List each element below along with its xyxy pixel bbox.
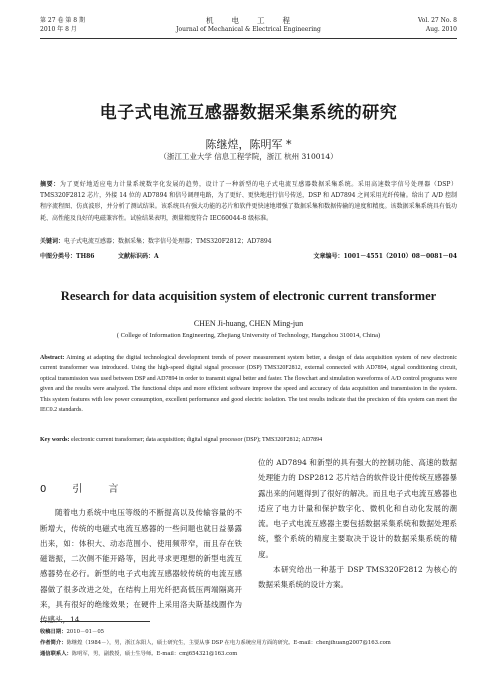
intro-paragraph-2: 本研究给出一种基于 DSP TMS320F2812 为核心的数据采集系统的设计方案。 xyxy=(258,565,457,590)
footnote-divider xyxy=(40,621,150,622)
footnote-contact xyxy=(40,649,457,660)
abstract-en xyxy=(40,353,457,415)
abstract-cn-text: 为了更好地适应电力计量系统数字化发展的趋势，设计了一种新型的电子式电流互感器数据采集系统。采用高速数字信号处理器（DSP）TMS320F2812 芯片，外接 14 位的 AD7894 和信号调理电路，为了更好、更快地进行信号传送，DSP 和 AD7894 之间采用光纤传输。给出了 A/D 控制程序流程图、仿真波形，并分析了测试结果。该系统具有强大功能的芯片和软件更快速地增强了数据采集和数据传输的速度和精度。该数据采集系统具有低功耗、高性能及良好的电磁兼容性。试验结果表明，测量精度符合 IEC60044-8 级标准。 xyxy=(40,181,457,222)
received-date: 2010－01－05 xyxy=(66,629,105,635)
document-code: 文献标识码：A xyxy=(118,253,159,260)
header-divider xyxy=(40,38,457,39)
section-heading-intro: 0 引 言 xyxy=(40,484,127,495)
body-column-left xyxy=(40,478,242,628)
article-number: 文章编号：1001－4551（2010）08－0081－04 xyxy=(313,253,457,260)
journal-name-cn: 机 电 工 程 xyxy=(206,16,291,25)
affiliation-en: ( College of Information Engineering, Zhejiang University of Technology, Hangzhou 310014, China) xyxy=(116,332,381,339)
keywords-en-label: Key words: xyxy=(40,437,70,443)
footnotes xyxy=(40,627,457,660)
keywords-cn-label: 关键词： xyxy=(40,238,65,245)
body-column-right xyxy=(258,455,457,593)
volume-issue-en: Vol. 27 No. 8 xyxy=(417,17,457,24)
intro-paragraph-1: 随着电力系统中电压等级的不断提高以及传输容量的不断增大，传统的电磁式电流互感器的一些问题也就日益暴露出来，如：体积大、动态范围小、使用频带窄，而且存在铁磁谐振，二次侧不能开路等，因此寻求更理想的新型电流互感器势在必行。新型的电子式电流互感器较传统的电流互感器做了很多改进之处，在结构上用光纤把高低压两端隔离开来，具有很好的绝缘效果；在硬件上采用洛夫斯基线圈作为传感头，14 xyxy=(40,508,242,625)
journal-name-en: Journal of Mechanical & Electrical Engineering xyxy=(176,26,321,33)
abstract-cn-label: 摘要： xyxy=(40,181,60,188)
abstract-en-text: Aiming at adapting the digital technological development trends of power measurement system better, a design of data acquisition system of new electronic current transformer was introduced. Using the high-speed digital signal processor (DSP) TMS320F2812, external connected with AD7894, signal conditioning circuit, optical transmission was used between DSP and AD7894 in order to transmit signal better and faster. The flowchart and simulation waveforms of A/D control programs were given and the results were analyzed. The functional chips and more efficient software improve the speed and accuracy of data acquisition and transmission in the system. This system features with low power consumption, excellent performance and good electric isolation. The test results indicate that the precision of this system can meet the IEC0.2 standards. xyxy=(40,355,457,414)
issue-info-en xyxy=(418,16,457,34)
keywords-en-text: electronic current transformer; data acquisition; digital signal processor (DSP); TMS320F2812; AD7894 xyxy=(71,437,323,443)
authors-cn: 陈继煌，陈明军 * xyxy=(205,138,292,151)
paper-title-cn: 电子式电流互感器数据采集系统的研究 xyxy=(99,103,398,123)
authors-en: CHEN Ji-huang, CHEN Ming-jun xyxy=(193,319,304,328)
issue-date: 2010 年 8 月 xyxy=(40,26,77,33)
author-bio: 陈继煌（1984－），男，浙江东阳人，硕士研究生，主要从事 DSP 在电力系统应用方面的研究。E-mail：chenjihuang2007@163.com xyxy=(66,640,391,646)
abstract-cn xyxy=(40,179,457,224)
affiliation-cn: （浙江工业大学 信息工程学院，浙江 杭州 310014） xyxy=(159,152,338,161)
intro-paragraph-continued: 位的 AD7894 和新型的具有强大的控制功能、高速的数据处理能力的 DSP2812 芯片结合的软件设计使传统互感器暴露出来的问题得到了很好的解决。而且电子式电流互感器也适应了电力计量和保护数字化、微机化和自动化发展的潮流。电子式电流互感器主要包括数据采集系统和数据处理系统，整个系统的精度主要取决于设计的数据采集系统的精度。 xyxy=(258,458,457,559)
abstract-en-label: Abstract: xyxy=(40,355,65,361)
contact-label: 通信联系人： xyxy=(40,651,72,657)
issue-date-en: Aug. 2010 xyxy=(425,26,457,33)
volume-issue: 第 27 卷 第 8 期 xyxy=(40,17,85,24)
journal-name xyxy=(40,16,457,34)
keywords-en xyxy=(40,435,457,445)
paper-title-en: Research for data acquisition system of electronic current transformer xyxy=(60,289,437,303)
author-bio-label: 作者简介： xyxy=(40,640,67,646)
received-label: 收稿日期： xyxy=(40,629,67,635)
keywords-cn-text: 电子式电流互感器；数据采集；数字信号处理器；TMS320F2812；AD7894 xyxy=(64,238,272,245)
footnote-author xyxy=(40,638,457,649)
keywords-cn xyxy=(40,237,457,247)
contact-info: 陈明军，男，副教授，硕士生导师。E-mail：cmj654321@163.com xyxy=(71,651,238,657)
footnote-received xyxy=(40,627,457,638)
clc-number: 中图分类号：TH86 xyxy=(40,253,95,260)
